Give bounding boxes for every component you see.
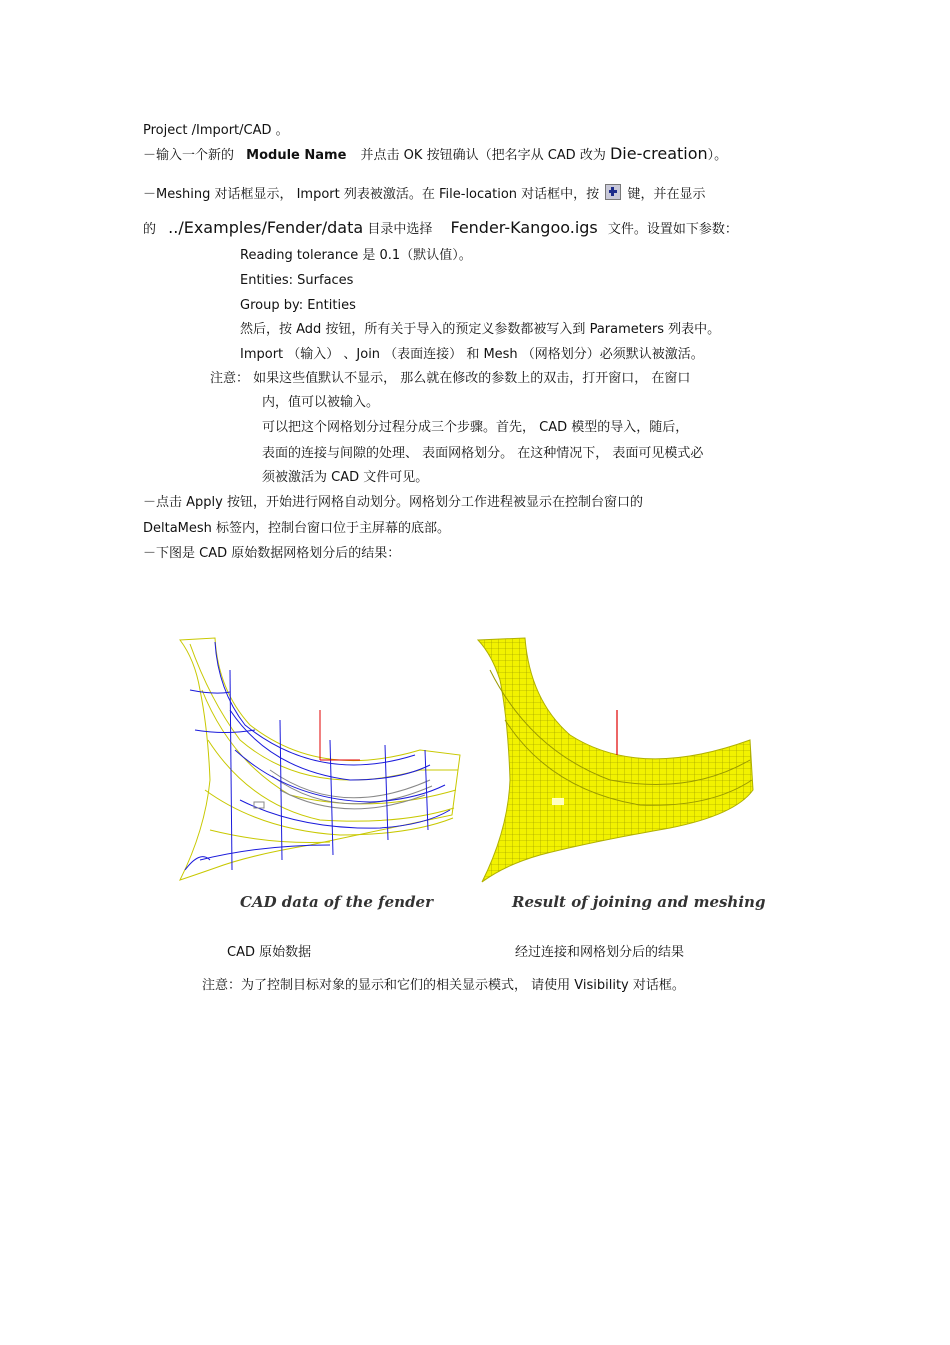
text-line: Group by: Entities [240,298,356,313]
right-figure-caption: Result of joining and meshing [512,893,766,911]
mesh-marker [552,798,564,805]
text-line: 内，值可以被输入。 [262,395,380,410]
text-line: 注意： 如果这些值默认不显示， 那么就在修改的参数上的双击，打开窗口， 在窗口 [210,371,691,386]
text-segment: 文件。设置如下参数： [607,222,738,237]
text-segment: ）。 [707,148,728,163]
text-line: －点击 Apply 按钮，开始进行网格自动划分。网格划分工作进程被显示在控制台窗口的 [143,495,643,510]
filename-term: Fender-Kangoo.igs [450,218,598,237]
text-line: Entities: Surfaces [240,273,354,288]
text-line: 须被激活为 CAD 文件可见。 [262,470,429,485]
text-line [143,145,727,165]
text-line: Project /Import/CAD 。 [143,123,289,138]
text-line: Reading tolerance 是 0.1（默认值）。 [240,248,472,263]
text-line: 然后，按 Add 按钮，所有关于导入的预定义参数都被写入到 Parameters 列表中。 [240,322,721,337]
text-segment: 的 [143,222,157,237]
text-segment: －输入一个新的 [143,148,235,163]
left-figure-caption: CAD data of the fender [240,893,434,911]
text-segment: 目录中选择 [367,222,433,237]
meshed-result-figure [470,630,760,890]
text-line: 表面的连接与间隙的处理、 表面网格划分。 在这种情况下， 表面可见模式必 [262,446,704,461]
path-term: ../Examples/Fender/data [168,218,364,237]
cad-wireframe-figure [170,630,470,890]
mesh-surface [478,638,753,882]
text-line [143,184,705,204]
text-line: 可以把这个网格划分过程分成三个步骤。首先， CAD 模型的导入，随后， [262,420,689,435]
text-line: －下图是 CAD 原始数据网格划分后的结果： [143,546,401,561]
text-segment: 并点击 OK 按钮确认（把名字从 CAD 改为 [360,148,606,163]
module-name-term: Module Name [246,148,347,163]
die-creation-term: Die-creation [609,144,708,163]
text-line: 注意：为了控制目标对象的显示和它们的相关显示模式， 请使用 Visibility 对话框。 [202,978,685,993]
add-plus-icon [605,184,621,200]
text-segment: －Meshing 对话框显示， Import 列表被激活。在 File-location 对话框中，按 [143,187,600,202]
text-line: Import （输入） 、Join （表面连接） 和 Mesh （网格划分）必须默认被激活。 [240,347,704,362]
right-figure-label: 经过连接和网格划分后的结果 [515,945,685,960]
text-line [143,219,738,239]
left-figure-label: CAD 原始数据 [227,945,312,960]
text-segment: 键，并在显示 [627,187,706,202]
text-line: DeltaMesh 标签内，控制台窗口位于主屏幕的底部。 [143,521,451,536]
